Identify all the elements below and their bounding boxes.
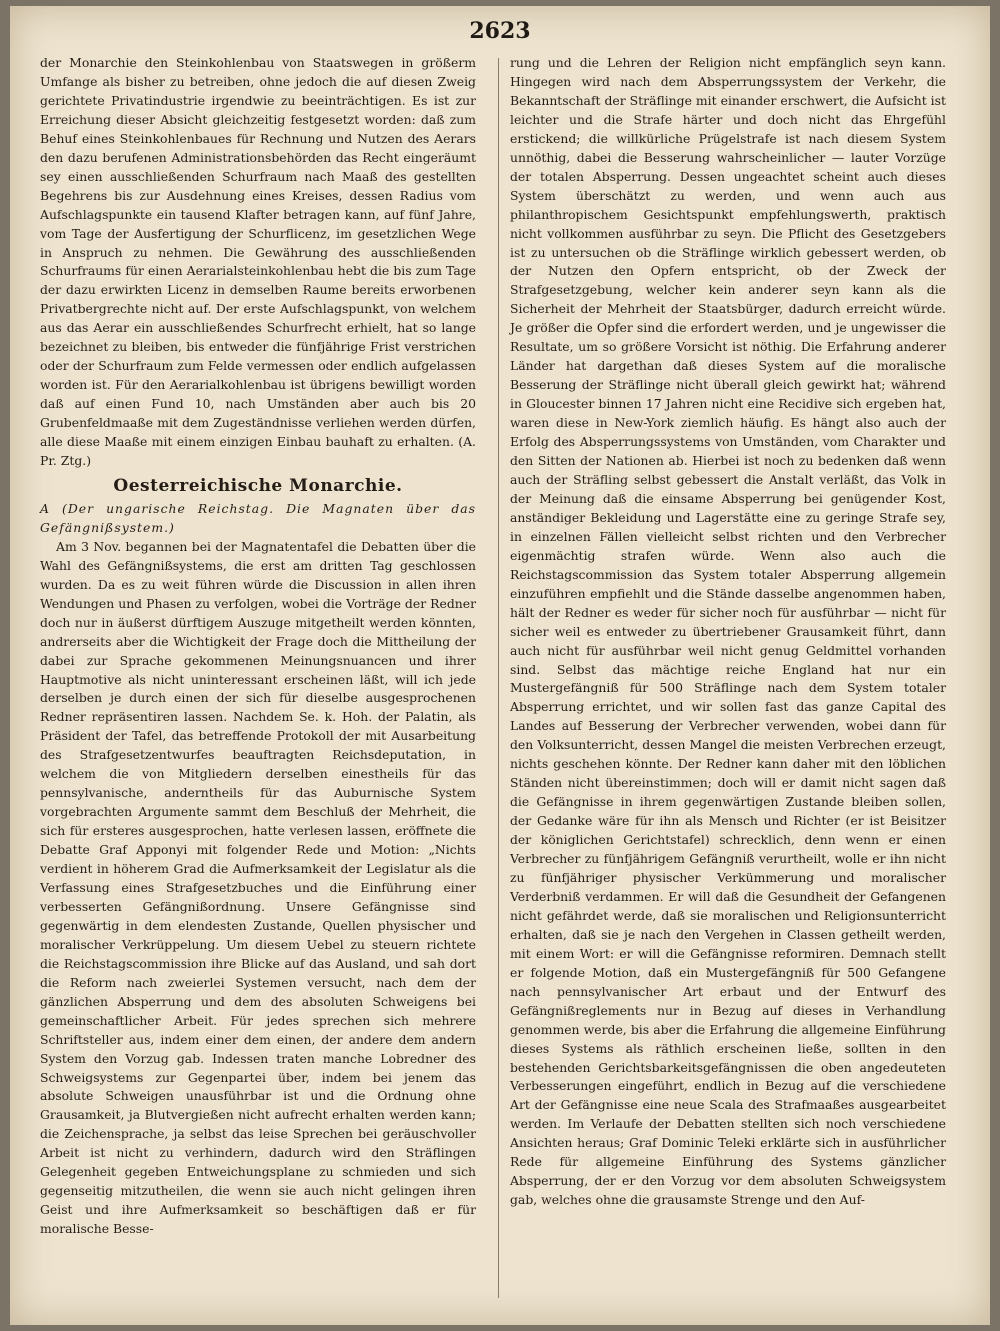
section-heading: Oesterreichische Monarchie.: [113, 475, 403, 496]
reichstag-article-text: Am 3 Nov. begannen bei der Magnatentafel die Debatten über die Wahl des Gefängnißsystems, die erst am dritten Tag geschlossen wurden. Da es zu weit führen würde die Discussion in allen ihren Wendungen und Phasen zu verfolgen, wobei die Vorträge der Redner doch nur in äußerst dürftigem Auszuge mitgetheilt werden könnten, andrerseits aber die Wichtigkeit der Frage doch die Mittheilung der dabei zur Sprache gekommenen Meinungsnuancen und ihrer Hauptmotive als nicht uninteressant erscheinen läßt, will ich jede derselben je durch einen der sich für dieselbe ausgesprochenen Redner repräsentiren lassen. Nachdem Se. k. Hoh. der Palatin, als Präsident der Tafel, das betreffende Protokoll der mit Ausarbeitung des Strafgesetzentwurfes beauftragten Reichsdeputation, in welchem die von Mitgliedern derselben einestheils für das pennsylvanische, anderntheils für das Auburnische System vorgebrachten Argumente sammt dem Beschluß der Mehrheit, die sich für ersteres ausgesprochen, hatte verlesen lassen, eröffnete die Debatte Graf Apponyi mit folgender Rede und Motion: „Nichts verdient in höherem Grad die Aufmerksamkeit der Legislatur als die Verfassung eines Strafgesetzbuches und die Einführung einer verbesserten Gefängnißordnung. Unsere Gefängnisse sind gegenwärtig in dem elendesten Zustande, Quellen physischer und moralischer Verkrüppelung. Um diesem Uebel zu steuern richtete die Reichstagscommission ihre Blicke auf das Ausland, und sah dort die Reform nach zweierlei Systemen versucht, nach dem der gänzlichen Absperrung und dem des absoluten Schweigens bei gemeinschaftlicher Arbeit. Für jedes sprechen sich mehrere Schriftsteller aus, indem einer dem einen, der andere dem andern System den Vorzug gab. Indessen traten manche Lobredner des Schweigsystems zur Gegenpartei über, indem bei jenem das absolute Schweigen unausführbar ist und die Ordnung ohne Grausamkeit, ja Blutvergießen nicht aufrecht erhalten werden kann; die Zeichensprache, ja selbst das leise Sprechen bei geräuschvoller Arbeit ist nicht zu verhindern, dadurch wird den Sträflingen Gelegenheit gegeben Entweichungsplane zu schmieden und sich gegenseitig mitzutheilen, die wenn sie auch nicht gelingen ihren Geist und ihre Aufmerksamkeit so beschäftigen daß er für moralische Besse-: [40, 538, 476, 1237]
article-lead-in: A (Der ungarische Reichstag. Die Magnaten über das Gefängnißsystem.): [40, 500, 476, 535]
page-number: 2623: [469, 18, 531, 44]
newspaper-page: [10, 6, 990, 1325]
right-column: [510, 54, 946, 1210]
reichstag-article-continuation: rung und die Lehren der Religion nicht empfänglich seyn kann. Hingegen wird nach dem Absperrungssystem der Verkehr, die Bekanntschaft der Sträflinge mit einander erschwert, die Aufsicht ist leichter und die Strafe härter und doch nicht das Ehrgefühl erstickend; die willkürliche Prügelstrafe ist nach diesem System unnöthig, dabei die Besserung wahrscheinlicher — lauter Vorzüge der totalen Absperrung. Dessen ungeachtet scheint auch dieses System überschätzt zu werden, und wenn auch aus philanthropischem Gesichtspunkt empfehlungswerth, praktisch nicht vollkommen ausführbar zu seyn. Die Pflicht des Gesetzgebers ist zu untersuchen ob die Sträflinge wirklich gebessert werden, ob der Nutzen den Opfern entspricht, ob der Zweck der Strafgesetzgebung, welcher kein anderer seyn kann als die Sicherheit der Mehrheit der Staatsbürger, dadurch erreicht würde. Je größer die Opfer sind die erfordert werden, und je ungewisser die Resultate, um so größere Vorsicht ist nöthig. Die Erfahrung anderer Länder hat dargethan daß dieses System auf die moralische Besserung der Sträflinge nicht überall gleich gewirkt hat; während in Gloucester binnen 17 Jahren nicht eine Recidive sich ergeben hat, waren diese in New-York ziemlich häufig. Es hängt also auch der Erfolg des Absperrungssystems von Umständen, vom Charakter und den Sitten der Nationen ab. Hierbei ist noch zu bedenken daß wenn auch der Sträfling selbst gebessert die Anstalt verläßt, das Volk in der Meinung daß die einsame Absperrung bei genügender Kost, anständiger Bekleidung und Lagerstätte eine zu geringe Strafe sey, in einzelnen Fällen vielleicht selbst richten und den Verbrecher eigenmächtig strafen würde. Wenn also auch die Reichstagscommission das System totaler Absperrung allgemein einzuführen empfiehlt und die Stände dasselbe angenommen haben, hält der Redner es weder für sicher noch für ausführbar — nicht für sicher weil es entweder zu übertriebener Grausamkeit führt, dann auch nicht für ausführbar weil nicht genug Geldmittel vorhanden sind. Selbst das mächtige reiche England hat nur ein Mustergefängniß für 500 Sträflinge nach dem System totaler Absperrung errichtet, und wir sollen fast das ganze Capital des Landes auf Besserung der Verbrecher verwenden, wobei dann für den Volksunterricht, dessen Mangel die meisten Verbrechen erzeugt, nichts geschehen könnte. Der Redner kann daher mit den löblichen Ständen nicht übereinstimmen; doch will er damit nicht sagen daß die Gefängnisse in ihrem gegenwärtigen Zustande bleiben sollen, der Gedanke wäre für ihn als Mensch und Richter (er ist Beisitzer der königlichen Gerichtstafel) schrecklich, denn wenn er einen Verbrecher zu fünfjährigem Gefängniß verurtheilt, wolle er ihn nicht zu fünfjähriger physischer Verkümmerung und moralischer Verderbniß verdammen. Er will daß die Gesundheit der Gefangenen nicht gefährdet werde, daß sie moralischen und Religionsunterricht erhalten, daß sie je nach den Vergehen in Classen getheilt werden, mit einem Wort: er will die Gefängnisse reformiren. Demnach stellt er folgende Motion, daß ein Mustergefängniß für 500 Gefangene nach pennsylvanischer Art erbaut und der Entwurf des Gefängnißreglements nur in Bezug auf dieses in Verhandlung genommen werde, bis aber die Erfahrung die allgemeine Einführung dieses Systems als räthlich erscheinen ließe, sollten in den bestehenden Gerichtsbarkeitsgefängnissen die oben angedeuteten Verbesserungen eingeführt, endlich in Bezug auf die verschiedene Art der Gefängnisse eine neue Scala des Strafmaaßes ausgearbeitet werden. Im Verlaufe der Debatten stellten sich noch verschiedene Ansichten heraus; Graf Dominic Teleki erklärte sich in ausführlicher Rede für allgemeine Einführung des Systems gänzlicher Absperrung, der er den Vorzug vor dem absoluten Schweigsystem gab, welches ohne die grausamste Strenge und den Auf-: [510, 55, 946, 1208]
mining-article-text: der Monarchie den Steinkohlenbau von Staatswegen in größerm Umfange als bisher zu betreiben, ohne jedoch die auf diesen Zweig gerichtete Privatindustrie irgendwie zu beeinträchtigen. Es ist zur Erreichung dieser Absicht gleichzeitig festgesetzt worden: daß zum Behuf eines Steinkohlenbaues für Rechnung und Nutzen des Aerars den dazu berufenen Administrationsbehörden das Recht eingeräumt sey einen ausschließenden Schurfraum nach Maaß des gestellten Begehrens bis zur Ausdehnung eines Kreises, dessen Radius vom Aufschlagspunkte ein tausend Klafter betragen kann, auf fünf Jahre, vom Tage der Ausfertigung der Schurflicenz, im gesetzlichen Wege in Anspruch zu nehmen. Die Gewährung des ausschließenden Schurfraums für einen Aerarialsteinkohlenbau hebt die bis zum Tage der dazu erwirkten Licenz in demselben Raume bereits erworbenen Privatbergrechte nicht auf. Der erste Aufschlagspunkt, von welchem aus das Aerar ein ausschließendes Schurfrecht erhielt, hat so lange bezeichnet zu bleiben, bis entweder die fünfjährige Frist verstrichen oder der Schurfraum zum Felde vermessen oder endlich aufgelassen worden ist. Für den Aerarialkohlenbau ist übrigens bewilligt worden daß auf einen Fund 10, nach Umständen aber auch bis 20 Grubenfeldmaaße mit dem Zugeständnisse verliehen werden dürfen, alle diese Maaße mit einem einzigen Einbau bauhaft zu erhalten. (A. Pr. Ztg.): [40, 55, 476, 469]
left-column: [40, 54, 476, 1239]
column-divider: [498, 58, 499, 1298]
